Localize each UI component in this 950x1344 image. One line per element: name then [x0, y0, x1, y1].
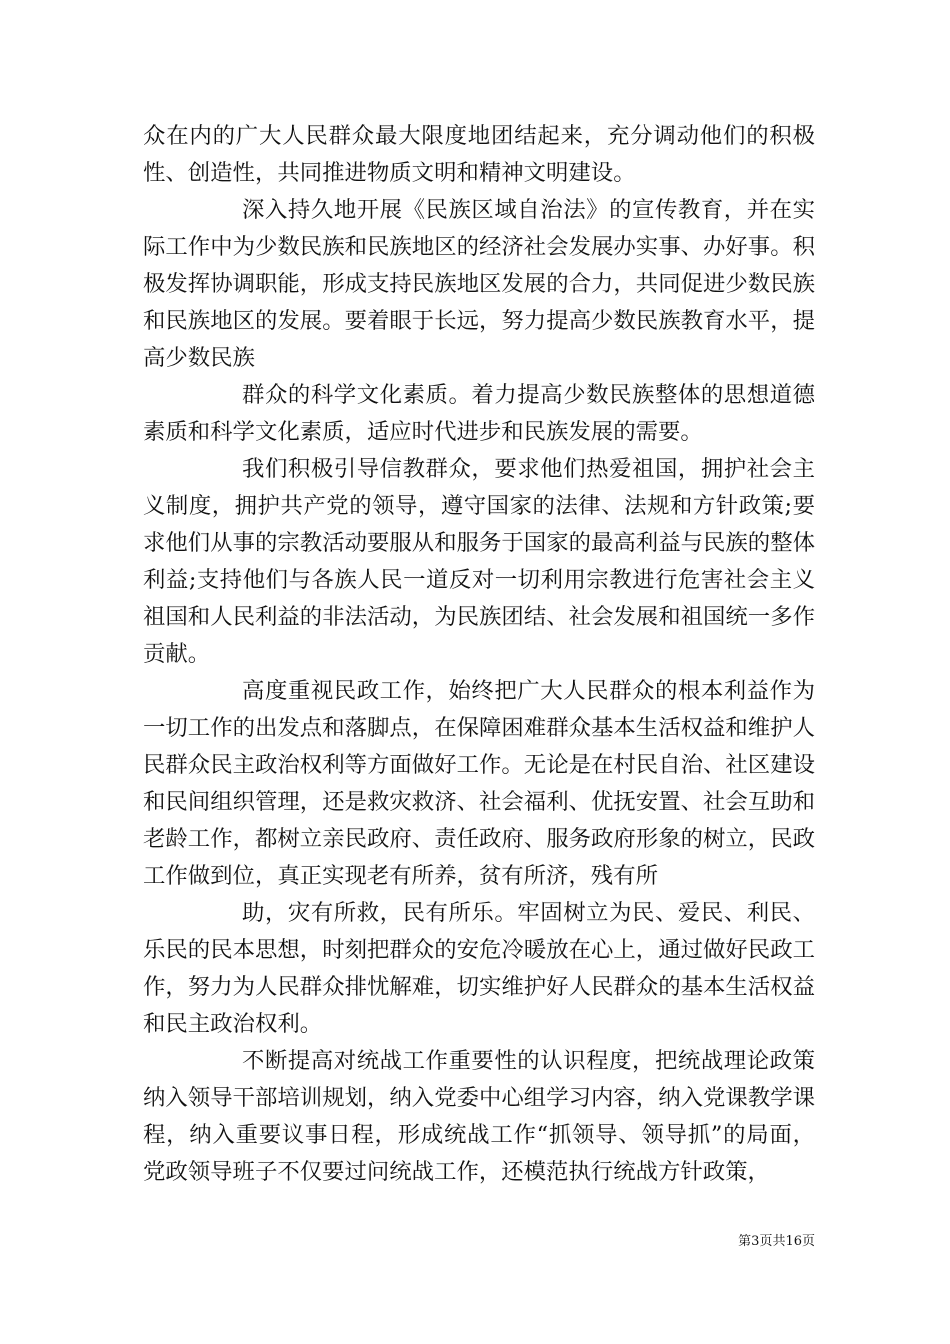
document-body: [143, 118, 815, 1191]
paragraph-3: 群众的科学文化素质。着力提高少数民族整体的思想道德素质和科学文化素质，适应时代进步和民族发展的需要。: [143, 382, 815, 445]
paragraph-1: 众在内的广大人民群众最大限度地团结起来，充分调动他们的积极性、创造性，共同推进物质文明和精神文明建设。: [143, 123, 815, 186]
paragraph-6: 助，灾有所救，民有所乐。牢固树立为民、爱民、利民、乐民的民本思想，时刻把群众的安危冷暖放在心上，通过做好民政工作，努力为人民群众排忧解难，切实维护好人民群众的基本生活权益和民主政治权利。: [143, 900, 815, 1037]
paragraph-2: 深入持久地开展《民族区域自治法》的宣传教育，并在实际工作中为少数民族和民族地区的经济社会发展办实事、办好事。积极发挥协调职能，形成支持民族地区发展的合力，共同促进少数民族和民族地区的发展。要着眼于长远，努力提高少数民族教育水平，提高少数民族: [143, 197, 815, 371]
paragraph-4: 我们积极引导信教群众，要求他们热爱祖国，拥护社会主义制度，拥护共产党的领导，遵守国家的法律、法规和方针政策;要求他们从事的宗教活动要服从和服务于国家的最高利益与民族的整体利益;支持他们与各族人民一道反对一切利用宗教进行危害社会主义祖国和人民利益的非法活动，为民族团结、社会发展和祖国统一多作贡献。: [143, 456, 815, 667]
paragraph-7: 不断提高对统战工作重要性的认识程度，把统战理论政策纳入领导干部培训规划，纳入党委中心组学习内容，纳入党课教学课程，纳入重要议事日程，形成统战工作“抓领导、领导抓”的局面，党政领导班子不仅要过问统战工作，还模范执行统战方针政策，: [143, 1048, 815, 1185]
paragraph-5: 高度重视民政工作，始终把广大人民群众的根本利益作为一切工作的出发点和落脚点，在保障困难群众基本生活权益和维护人民群众民主政治权利等方面做好工作。无论是在村民自治、社区建设和民间组织管理，还是救灾救济、社会福利、优抚安置、社会互助和老龄工作，都树立亲民政府、责任政府、服务政府形象的树立，民政工作做到位，真正实现老有所养，贫有所济，残有所: [143, 678, 815, 889]
page-number-footer: 第3页共16页: [738, 1234, 815, 1249]
